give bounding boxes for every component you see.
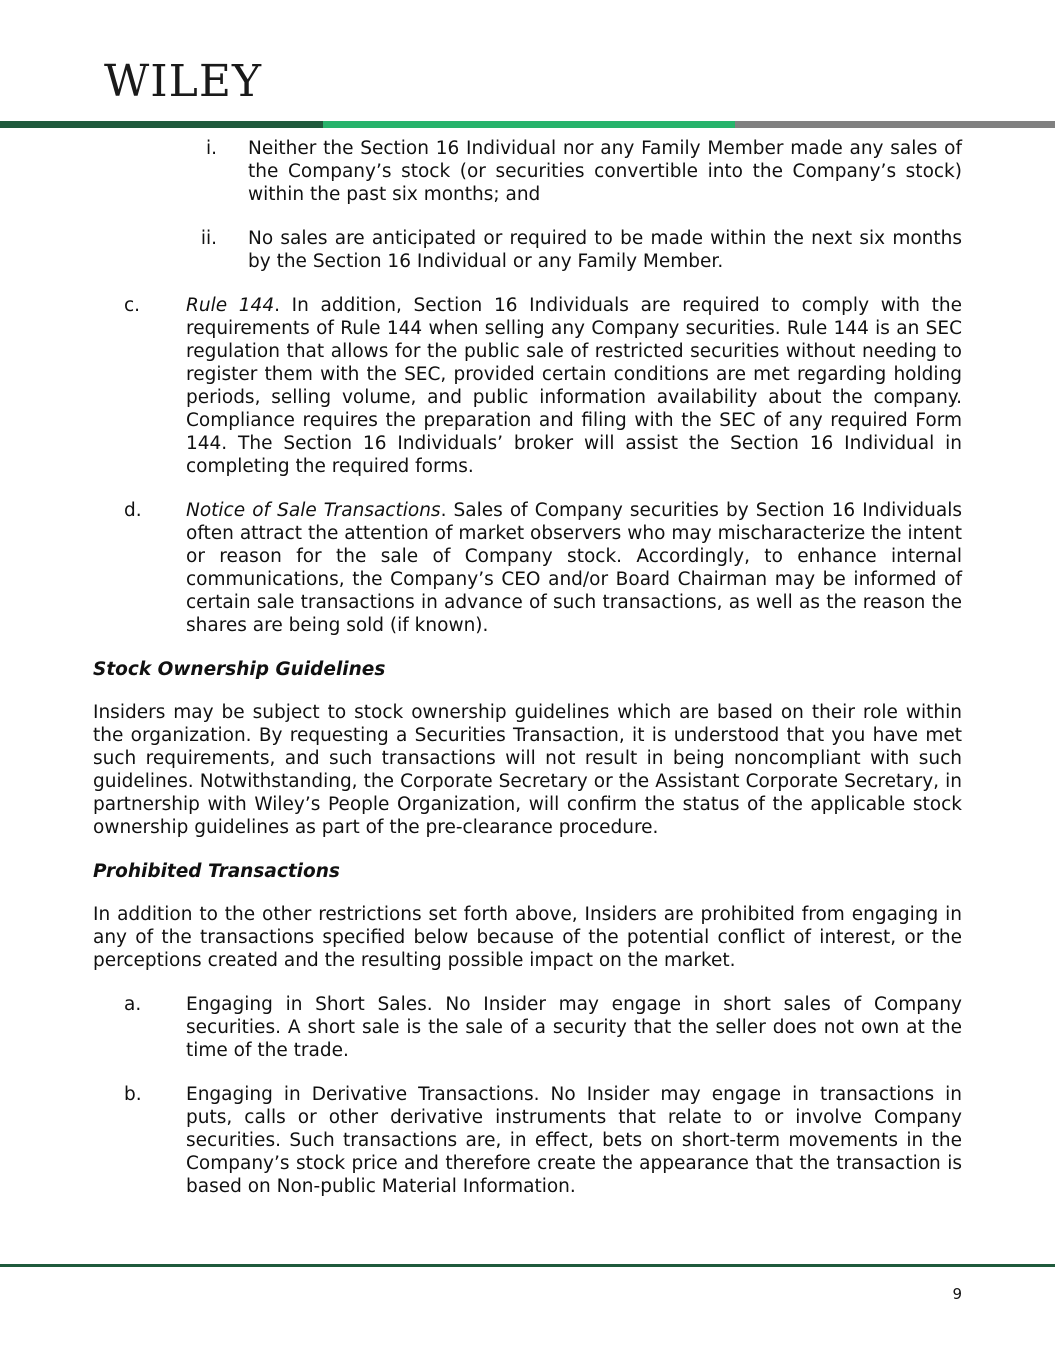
header-bar-bright-green [323,121,735,128]
list-marker: i. [205,138,217,159]
footer-divider [0,1264,1055,1267]
page-content [93,137,962,1219]
list-marker: a. [124,994,142,1015]
list-item-text: Neither the Section 16 Individual nor any Family Member made any sales of the Company’s stock (or securities convertible into the Company’s stock) within the past six months; and [248,138,962,205]
list-item-a [93,993,962,1062]
list-item-lead: Rule 144 [186,295,275,316]
list-marker: c. [124,295,141,316]
list-item-lead: Notice of Sale Transactions [186,500,441,521]
page-number: 9 [952,1285,962,1303]
header-bar-gray [735,121,1055,128]
section-heading-stock-ownership: Stock Ownership Guidelines [93,659,386,680]
list-item-ii [93,227,962,273]
list-marker: d. [124,500,142,521]
section-paragraph-prohibited-transactions: In addition to the other restrictions set forth above, Insiders are prohibited from engaging in any of the transactions specified below because of the potential conflict of interest, or the perceptions created and the resulting possible impact on the market. [93,904,962,971]
list-marker: b. [124,1084,142,1105]
list-item-c [93,294,962,478]
list-marker: ii. [200,228,217,249]
list-item-i [93,137,962,206]
list-item-text: Engaging in Short Sales. No Insider may engage in short sales of Company securities. A short sale is the sale of a security that the seller does not own at the time of the trade. [186,994,962,1061]
list-item-b [93,1083,962,1198]
list-item-text: No sales are anticipated or required to be made within the next six months by the Section 16 Individual or any Family Member. [248,228,962,272]
header-bar-dark-green [0,121,323,128]
list-item-d [93,499,962,637]
section-paragraph-stock-ownership: Insiders may be subject to stock ownership guidelines which are based on their role within the organization. By requesting a Securities Transaction, it is understood that you have met such requirements, and such transactions will not result in being noncompliant with such guidelines. Notwithstanding, the Corporate Secretary or the Assistant Corporate Secretary, in partnership with Wiley’s People Organization, will confirm the status of the applicable stock ownership guidelines as part of the pre-clearance procedure. [93,702,962,838]
list-item-text: . In addition, Section 16 Individuals are required to comply with the requirements of Rule 144 when selling any Company securities. Rule 144 is an SEC regulation that allows for the public sale of restricted securities without needing to register them with the SEC, provided certain conditions are met regarding holding periods, selling volume, and public information availability about the company. Compliance requires the preparation and filing with the SEC of any required Form 144. The Section 16 Individuals’ broker will assist the Section 16 Individual in completing the required forms. [186,295,962,477]
wiley-logo: WILEY [104,56,262,107]
list-item-text: . Sales of Company securities by Section 16 Individuals often attract the attention of market observers who may mischaracterize the intent or reason for the sale of Company stock. Accordingly, to enhance internal communications, the Company’s CEO and/or Board Chairman may be informed of certain sale transactions in advance of such transactions, as well as the reason the shares are being sold (if known). [186,500,962,636]
list-item-text: Engaging in Derivative Transactions. No Insider may engage in transactions in puts, calls or other derivative instruments that relate to or involve Company securities. Such transactions are, in effect, bets on short-term movements in the Company’s stock price and therefore create the appearance that the transaction is based on Non-public Material Information. [186,1084,962,1197]
section-heading-prohibited-transactions: Prohibited Transactions [93,861,340,882]
